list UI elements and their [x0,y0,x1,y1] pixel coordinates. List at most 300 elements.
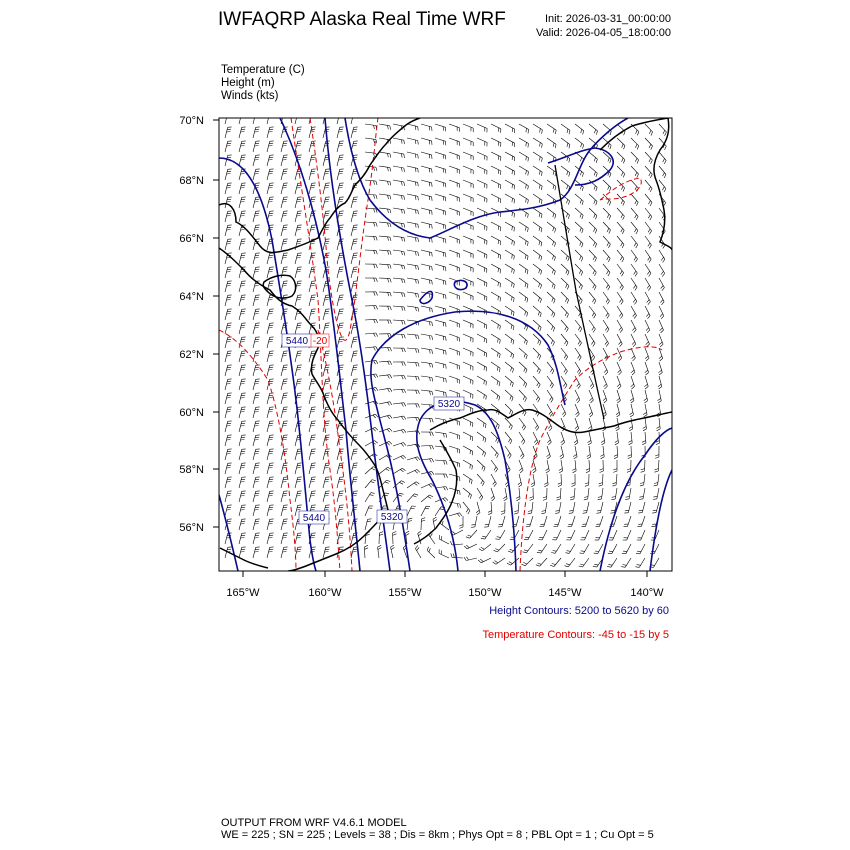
wind-barb-flag [634,330,637,333]
wind-barb [295,239,298,250]
wind-barb [502,516,505,527]
wind-barb-flag [651,160,653,164]
wind-barb-flag [353,465,357,466]
wind-barb-flag [525,255,526,259]
wind-barb-flag [500,255,501,259]
wind-barb-flag [283,412,287,413]
wind-barb [449,390,459,394]
wind-barb [587,502,589,513]
wind-barb [239,323,242,334]
wind-barb-flag [512,254,513,258]
wind-barb-flag [522,425,524,428]
wind-barb-flag [443,499,446,502]
wind-barb-flag [663,159,665,163]
wind-barb-flag [661,257,663,260]
wind-barb-flag [241,199,245,200]
wind-barb-flag [505,482,508,485]
wind-barb [309,351,312,362]
wind-barb-flag [417,470,420,473]
wind-barb-flag [595,258,597,262]
wind-barb-flag [554,243,555,247]
wind-barb-flag [400,493,404,494]
wind-barb-flag [339,524,343,525]
wind-barb [449,348,459,352]
wind-barb [631,292,637,301]
wind-barb-flag [484,366,485,370]
wind-barb [611,558,617,567]
wind-barb [533,138,542,144]
wind-barb-flag [311,314,315,315]
wind-barb-flag [339,171,343,172]
wind-barb-flag [387,416,389,419]
wind-barb-flag [376,264,377,268]
wind-barb-flag [373,428,376,431]
wind-barb-flag [269,510,273,511]
wind-barb-flag [255,174,259,175]
wind-barb-flag [269,524,273,525]
wind-barb [547,138,556,144]
wind-barb-flag [591,400,594,403]
wind-barb-flag [429,266,430,270]
wind-barb [407,292,418,294]
temperature-contour-line [600,178,641,200]
wind-barb-flag [353,549,357,550]
wind-barb [477,152,487,157]
wind-barb [463,264,473,268]
wind-barb-flag [493,562,496,564]
wind-barb-flag [402,251,403,255]
wind-barb [253,295,256,306]
wind-barb-flag [255,339,259,340]
wind-barb [281,197,284,208]
wind-barb-flag [255,269,259,270]
wind-barb [574,488,575,499]
wind-barb [281,127,284,138]
lat-label: 62°N [179,349,204,361]
height-contour-line [417,401,516,571]
wind-barb-flag [353,216,357,217]
wind-barb [407,320,418,321]
wind-barb-flag [374,361,376,365]
wind-barb-flag [227,188,231,189]
wind-barb-flag [514,213,515,217]
wind-barb-flag [255,342,259,343]
wind-barb [547,194,556,201]
wind-barb-flag [531,483,534,485]
wind-barb-flag [283,244,287,245]
wind-barb-flag [241,286,245,287]
wind-barb-flag [528,158,529,162]
wind-barb [631,320,636,330]
wind-barb-flag [659,356,662,359]
wind-barb [491,236,501,241]
wind-barb-flag [601,457,605,459]
wind-barb [407,222,418,224]
wind-barb [449,376,459,380]
wind-barb-flag [608,553,612,554]
wind-barb-flag [339,468,343,469]
wind-barb-flag [525,283,526,287]
wind-barb [351,225,354,236]
wind-barb-flag [542,144,543,148]
wind-barb-flag [325,160,329,161]
wind-barb-flag [479,549,483,551]
wind-barb-flag [582,173,583,177]
wind-barb [295,253,298,264]
wind-barb-flag [526,170,527,174]
wind-barb-flag [539,342,541,346]
wind-barb-flag [401,443,404,446]
lon-label: 145°W [548,587,582,599]
wind-barb-flag [621,315,623,318]
wind-barb [379,361,390,362]
wind-barb-flag [445,498,448,501]
wind-barb-flag [415,196,416,200]
wind-barb-flag [269,311,273,312]
wind-barb [547,390,553,399]
wind-barb-flag [514,513,518,514]
wind-barb [295,323,298,334]
wind-barb [267,393,270,404]
wind-barb-flag [488,513,492,515]
wind-barb-flag [530,499,534,501]
wind-barb [323,183,326,194]
wind-barb [631,432,632,443]
wind-barb-flag [636,202,638,206]
wind-barb-flag [241,202,245,203]
wind-barb-flag [525,227,526,231]
lon-label: 165°W [226,587,260,599]
wind-barb [421,495,430,502]
wind-barb-flag [621,186,623,190]
wind-barb-flag [648,215,650,219]
wind-barb-flag [376,195,377,199]
wind-barb [393,208,404,210]
wind-barb-flag [227,507,231,508]
wind-barb-flag [446,474,448,478]
wind-barb [631,208,638,216]
wind-barb [225,365,228,376]
wind-barb [547,376,554,385]
wind-barb-flag [586,471,590,473]
wind-barb [281,281,284,292]
wind-barb [295,225,298,236]
wind-barb [253,421,256,432]
wind-barb-flag [657,429,661,431]
wind-barb-flag [596,131,597,135]
wind-barb [407,180,418,182]
lat-label: 56°N [179,522,204,534]
wind-barb-flag [370,495,374,496]
wind-barb-flag [568,229,569,233]
wind-barb-flag [550,383,552,386]
wind-barb-flag [404,416,406,419]
wind-barb [239,281,242,292]
wind-barb-flag [537,552,541,553]
wind-barb-flag [388,265,389,269]
wind-barb-flag [297,286,301,287]
wind-barb [532,502,533,513]
wind-barb [533,166,542,172]
wind-barb-flag [227,202,231,203]
wind-barb-flag [227,409,231,410]
wind-barb [337,253,340,264]
wind-barb-flag [538,340,540,344]
wind-barb-flag [581,157,582,161]
wind-barb-flag [649,158,651,162]
wind-barb-flag [500,269,501,273]
wind-barb-flag [648,229,650,232]
wind-barb-flag [500,298,501,302]
wind-barb-flag [566,357,568,360]
wind-barb [239,379,242,390]
wind-barb [239,127,242,138]
wind-barb-flag [633,285,635,288]
wind-barb-flag [241,395,245,396]
wind-barb-flag [402,265,403,269]
wind-barb-flag [255,437,259,438]
wind-barb [547,264,555,271]
wind-barb [645,250,651,259]
wind-barb-flag [552,371,554,374]
wind-barb-flag [241,412,245,413]
wind-barb [463,236,473,240]
wind-barb [463,250,473,254]
wind-barb-flag [617,401,620,404]
wind-barb [351,197,354,208]
wind-barb [588,488,589,499]
wind-barb [505,138,515,143]
wind-barb-flag [390,154,391,158]
wind-barb-flag [509,455,511,458]
wind-barb [519,264,528,270]
wind-barb [323,491,326,502]
wind-barb-flag [376,374,378,377]
wind-barb-flag [418,294,419,298]
wind-barb-flag [372,480,376,481]
wind-barb-flag [553,342,555,346]
wind-barb-flag [297,454,301,455]
wind-barb-flag [609,230,611,234]
wind-barb [505,348,514,355]
wind-barb-flag [560,454,563,456]
wind-barb-flag [497,395,498,399]
wind-barb [393,264,404,265]
wind-barb [379,124,390,126]
wind-barb [602,474,603,485]
wind-barb-flag [630,398,633,400]
wind-barb-flag [283,157,287,158]
wind-barb [589,208,597,216]
wind-barb-flag [575,443,578,445]
wind-barb [505,376,513,383]
wind-barb-flag [418,404,420,408]
wind-barb [555,544,561,553]
wind-barb-flag [548,442,551,445]
wind-barb-flag [297,549,301,550]
wind-barb-flag [283,115,287,116]
wind-barb-flag [283,160,287,161]
wind-barb-flag [587,455,590,457]
wind-barb-flag [595,244,597,248]
wind-barb-flag [353,342,357,343]
wind-barb [645,278,651,287]
wind-barb [491,334,500,340]
wind-barb [477,250,487,255]
wind-barb [323,379,326,390]
wind-barb [519,446,524,456]
wind-barb [295,519,298,530]
wind-barb-flag [311,409,315,410]
wind-barb-flag [339,482,343,483]
wind-barb [421,404,432,405]
wind-barb-flag [569,513,573,514]
wind-barb [393,124,404,126]
wind-barb-flag [418,224,419,228]
wind-barb-flag [297,381,301,382]
wind-barb [253,155,256,166]
wind-barb [617,250,624,259]
wind-barb-flag [418,349,419,353]
wind-barb-flag [523,427,525,430]
wind-barb [645,334,650,344]
wind-barb [547,362,554,371]
wind-barb-flag [573,471,577,473]
wind-barb-flag [390,237,391,241]
wind-barb [323,141,326,152]
wind-barb-flag [662,288,665,291]
wind-barb-flag [640,496,644,497]
wind-barb-flag [379,532,383,533]
wind-barb-flag [654,483,658,484]
wind-barb-flag [404,335,405,339]
wind-barb-flag [227,496,231,497]
wind-barb-flag [550,397,552,400]
wind-barb-flag [325,412,329,413]
wind-barb-flag [607,315,609,318]
wind-barb [561,124,570,130]
wind-barb-flag [416,363,417,367]
wind-barb-flag [339,216,343,217]
wind-barb [239,155,242,166]
wind-barb-flag [311,398,315,399]
wind-barb-flag [514,199,515,203]
wind-barb-flag [297,283,301,284]
wind-barb [477,362,487,367]
wind-barb [603,250,610,258]
wind-barb [477,460,485,468]
lon-label: 160°W [308,587,342,599]
wind-barb [505,278,514,284]
wind-barb-flag [255,479,259,480]
wind-barb-flag [513,341,514,345]
wind-barb-flag [283,283,287,284]
wind-barb-flag [404,389,406,393]
wind-barb-flag [509,424,511,428]
wind-barb-flag [584,499,588,500]
wind-barb-flag [498,268,499,272]
wind-barb-flag [500,227,501,231]
wind-barb-flag [645,387,648,390]
wind-barb-flag [402,293,403,297]
wind-barb-flag [460,491,461,495]
wind-barb [337,295,340,306]
wind-barb-flag [390,292,391,296]
wind-barb [589,376,594,386]
wind-barb-flag [415,154,416,158]
wind-barb [351,169,354,180]
wind-barb-flag [579,343,581,346]
wind-barb [533,320,541,327]
wind-barb [337,309,340,320]
wind-barb-flag [470,464,471,468]
wind-barb-flag [269,157,273,158]
lat-label: 58°N [179,464,204,476]
wind-barb-flag [601,440,604,442]
wind-barb-flag [511,353,512,357]
wind-barb [642,502,645,513]
wind-barb [627,530,631,540]
wind-barb-flag [402,321,403,325]
wind-barb-flag [255,171,259,172]
wind-barb-flag [283,482,287,483]
wind-barb-flag [511,339,512,343]
wind-barb [253,393,256,404]
wind-barb-flag [255,367,259,368]
wind-barb [659,292,664,302]
wind-barb [601,502,604,513]
wind-barb-flag [404,154,405,158]
lon-label: 155°W [388,587,422,599]
wind-barb [253,113,256,124]
wind-barb-flag [550,369,552,372]
wind-barb [253,365,256,376]
wind-barb-flag [525,297,526,301]
wind-barb [533,306,541,313]
wind-barb-flag [404,252,405,256]
wind-barb-flag [416,482,419,484]
wind-barb-flag [398,495,402,496]
wind-barb [491,306,501,312]
wind-barb-flag [432,197,433,201]
wind-barb-flag [593,329,595,332]
wind-barb [267,127,270,138]
wind-barb-flag [574,440,577,442]
wind-barb-flag [610,145,611,149]
wind-barb-flag [613,471,617,472]
wind-barb-flag [482,536,486,537]
wind-barb-flag [353,468,357,469]
wind-barb-flag [373,374,375,377]
wind-barb-flag [578,341,580,344]
wind-barb [519,390,527,398]
wind-barb-flag [255,230,259,231]
wind-barb [421,306,432,308]
wind-barb [421,362,432,364]
wind-barb-flag [241,552,245,553]
wind-barb-flag [415,238,416,242]
wind-barb [435,418,446,420]
wind-barb [421,484,431,489]
wind-barb-flag [660,300,663,303]
wind-barb-flag [325,174,329,175]
wind-barb [267,435,270,446]
wind-barb [407,417,418,418]
wind-barb-flag [589,412,592,415]
wind-barb-flag [311,297,315,298]
wind-barb-flag [495,452,497,456]
wind-barb [477,236,487,241]
